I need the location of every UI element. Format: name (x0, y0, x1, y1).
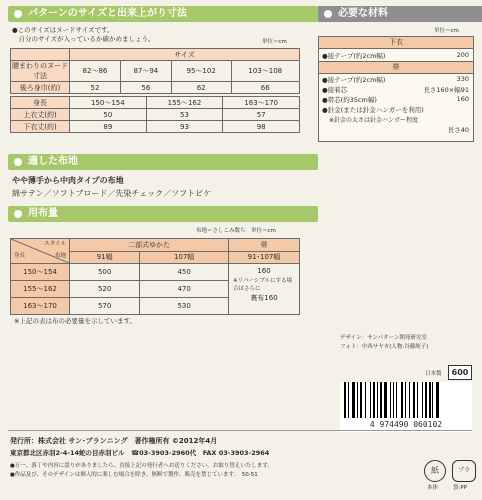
pattern-unit: 単位＝cm (262, 39, 287, 45)
barcode-bar (344, 382, 346, 418)
cell: 66 (231, 82, 300, 94)
barcode-number: 4 974490 060102 (340, 420, 472, 429)
cell: 98 (223, 121, 300, 133)
cell: 53 (146, 109, 223, 121)
barcode-bar (390, 382, 391, 418)
publisher-line-3: ●万一、落丁や内容に誤りがありましたら、直接上記の発行者へお送りください。お取り替えいたします。 (10, 463, 273, 469)
header-corner (11, 239, 70, 264)
row-label: 身長 (11, 97, 70, 109)
fabric-line-2: 綿サテン／ソフトブロード／先染チェック／ソフトピケ (12, 189, 212, 198)
barcode-bar (373, 382, 375, 418)
cell: 89 (70, 121, 147, 133)
pattern-note-2: 自分のサイズが入っているか確かめましょう。 (12, 35, 155, 43)
barcode-bar (393, 382, 394, 418)
obi-extra: 裏布160 (250, 294, 278, 302)
cell: 57 (223, 109, 300, 121)
pattern-size-title: パターンのサイズと出来上がり寸法 (28, 8, 187, 19)
cell: 50 (70, 109, 147, 121)
obi-width-header: 91･107幅 (229, 251, 300, 264)
cell: 52 (70, 82, 121, 94)
barcode-bar (384, 382, 387, 418)
pattern-size-table (10, 48, 300, 94)
row-label: 下衣丈(約) (11, 121, 70, 133)
publisher-line-2: 東京都北区赤羽2-4-14蛇の目赤羽ビル ☎03-3903-2960代 FAX 03-3903-2964 (10, 449, 270, 457)
material-row (319, 94, 473, 104)
plastic-mark: プラ (457, 467, 470, 474)
material-row (319, 74, 473, 84)
material-value: 160 (456, 95, 469, 103)
yardage-footer-note: ※上記の表は布の必要量を示しています。 (14, 317, 136, 325)
barcode-bar (360, 382, 362, 418)
obi-cell (229, 264, 300, 315)
barcode-bar (348, 382, 349, 418)
width-91-header: 91幅 (70, 251, 140, 264)
plastic-recycle-label: 袋:PP (453, 485, 467, 491)
cell: 95〜102 (171, 61, 231, 82)
row-label: 後ろ身巾(約) (11, 82, 70, 94)
materials-unit: 単位＝cm (434, 28, 459, 34)
fabric-header (8, 154, 318, 170)
footer-divider (8, 430, 472, 431)
cell: 530 (140, 298, 229, 315)
cell: 82〜86 (70, 61, 121, 82)
material-label: ●接着芯 (322, 86, 348, 94)
top-item-value: 200 (456, 51, 469, 59)
barcode-bar (425, 382, 427, 418)
bullet-icon (14, 158, 22, 166)
plastic-recycle-icon (452, 460, 476, 482)
material-value: 330 (456, 75, 469, 83)
barcode-bar (417, 382, 418, 418)
pattern-note-1: ●このサイズはヌードサイズです。 (12, 26, 114, 34)
size-header: サイズ (70, 49, 300, 61)
cell: 56 (120, 82, 171, 94)
cell: 470 (140, 281, 229, 298)
materials-box (318, 36, 474, 142)
yardage-table (10, 238, 300, 315)
material-value: 長さ160×幅91 (423, 86, 469, 94)
bullet-icon (14, 10, 22, 18)
material-label: ●針金(または針金ハンガーを利用) (322, 106, 424, 114)
fabric-title: 適した布地 (28, 156, 78, 167)
credit-photo: フォト：中西サヤカ(人物:谷藤純子) (340, 344, 429, 350)
obi-note: ※リバーシブルにする場合はさらに (233, 278, 293, 292)
material-label: ※針金の太さは針金ハンガー程度 (329, 117, 419, 124)
barcode-bar (352, 382, 355, 418)
barcode-bar (401, 382, 403, 418)
pattern-size-header (8, 6, 318, 22)
price-box: 600 (448, 365, 472, 380)
credit-design: デザイン：サンパターン開発研究室 (340, 335, 427, 341)
material-row (319, 124, 473, 134)
fabric-line-1: やや薄手から中肉タイプの布地 (12, 176, 124, 185)
barcode-bar (429, 382, 431, 418)
bullet-icon (14, 210, 22, 218)
top-header: 下衣 (319, 37, 473, 49)
cell: 155〜162 (146, 97, 223, 109)
yardage-title: 用布量 (28, 208, 58, 219)
publisher-line-1: 発行所：株式会社 サン･プランニング 著作権所有 ©2012年4月 (10, 437, 218, 445)
top-item-row (319, 49, 473, 62)
obi-value: 160 (257, 267, 271, 275)
material-row (319, 104, 473, 114)
paper-recycle-icon (424, 460, 446, 482)
cell: 103〜108 (231, 61, 300, 82)
materials-title: 必要な材料 (338, 8, 388, 19)
cell: 163〜170 (223, 97, 300, 109)
pattern-length-table (10, 96, 300, 133)
corner-cell (11, 49, 70, 61)
bullet-icon (324, 10, 332, 18)
barcode-bar (422, 382, 423, 418)
obi-header: 帯 (319, 62, 473, 74)
yardage-note: 布地＝さしこみ数ち 単位＝cm (196, 228, 276, 234)
materials-header (318, 6, 482, 22)
height-cell: 150〜154 (11, 264, 70, 281)
cell: 150〜154 (70, 97, 147, 109)
yardage-header (8, 206, 318, 222)
barcode-bar (396, 382, 397, 418)
style-label: スタイル (44, 241, 66, 247)
barcode-bar (432, 382, 433, 418)
height-label: 身長 (14, 253, 26, 259)
material-label: ●帯芯(約35cm幅) (322, 96, 377, 104)
paper-mark: 紙 (431, 466, 439, 475)
material-row (319, 84, 473, 94)
barcode-bar (413, 382, 415, 418)
row-label: 上衣丈(約) (11, 109, 70, 121)
barcode-bar (436, 382, 439, 418)
cell: 450 (140, 264, 229, 281)
cell: 520 (70, 281, 140, 298)
barcode-bar (370, 382, 371, 418)
barcode-bar (377, 382, 378, 418)
height-cell: 163〜170 (11, 298, 70, 315)
row-label: 腰まわりのヌード寸法 (12, 62, 68, 80)
height-cell: 155〜162 (11, 281, 70, 298)
top-item-label: ●接テープ(約2cm幅) (322, 52, 386, 60)
paper-recycle-label: 本体 (427, 485, 439, 491)
cell: 87〜94 (120, 61, 171, 82)
width-107-header: 107幅 (140, 251, 229, 264)
material-label: ●接テープ(約2cm幅) (322, 76, 386, 84)
publisher-line-4: ●作品及び、そのデザインは個人的に楽しむ場合を除き、無断で製作、販売を禁じています。 50-51 (10, 472, 258, 478)
barcode-bar (405, 382, 406, 418)
cell: 500 (70, 264, 140, 281)
material-value: 長さ40 (447, 126, 469, 134)
two-piece-header: 二部式ゆかた (70, 239, 229, 252)
fabric-label: 布地 (54, 253, 66, 259)
barcode-bar (380, 382, 382, 418)
barcode-bar (409, 382, 410, 418)
material-row (319, 114, 473, 124)
barcode-bar (365, 382, 366, 418)
cell: 62 (171, 82, 231, 94)
cell: 93 (146, 121, 223, 133)
obi-header: 帯 (229, 239, 300, 252)
barcode-bar (357, 382, 358, 418)
cell: 570 (70, 298, 140, 315)
price-label: 日本製 (425, 371, 442, 377)
